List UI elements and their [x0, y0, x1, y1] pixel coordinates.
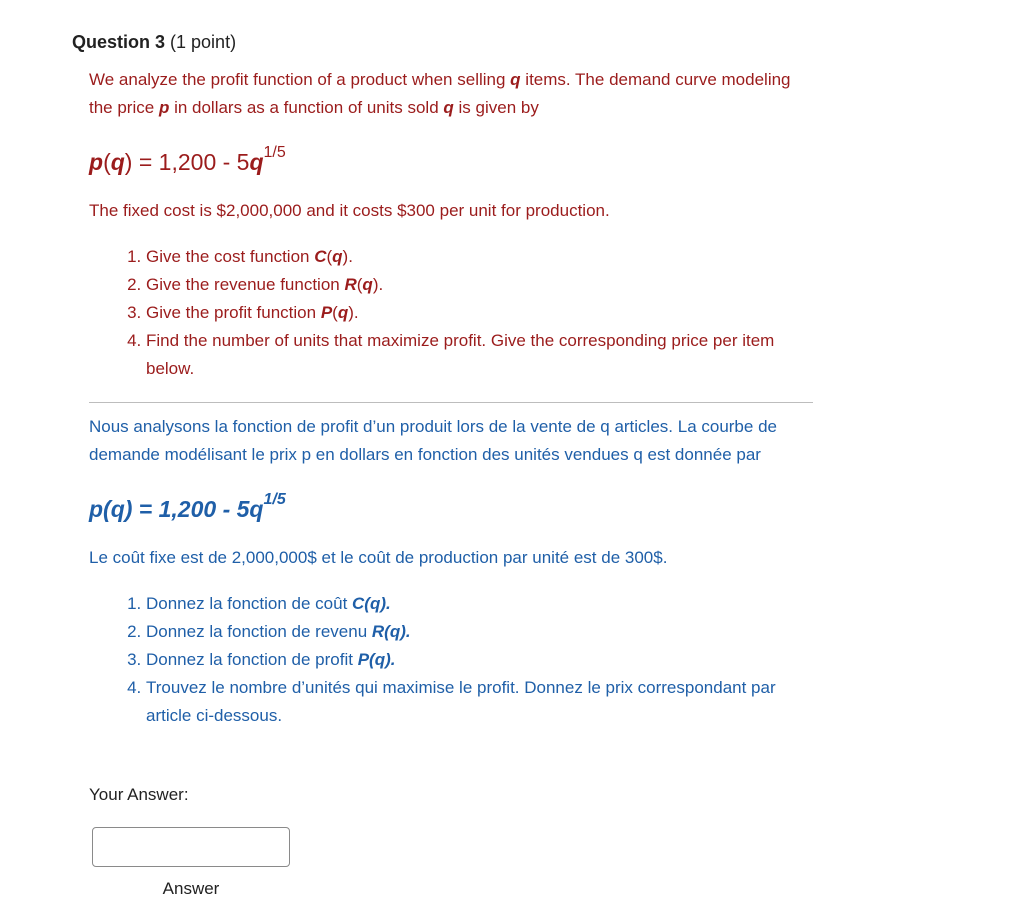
- list-item: 1. Give the cost function C(q).: [146, 243, 813, 271]
- list-item: 1. Donnez la fonction de coût C(q).: [146, 590, 813, 618]
- french-intro: Nous analysons la fonction de profit d’un produit lors de la vente de q articles. La courbe de demande modélisant le prix p en dollars en fonction des unités vendues q est donnée par: [89, 417, 777, 464]
- english-demand-formula: $p(q) = 1,200 - 5q^{1/5}$: [89, 144, 286, 175]
- question-header: [72, 30, 236, 54]
- english-intro: We analyze the profit function of a product when selling q items. The demand curve modeling the price p in dollars as a function of units sold q is given by: [89, 70, 791, 117]
- french-demand-formula: $p(q) = 1,200 - 5q^{1/5}$: [89, 491, 286, 522]
- english-fixed-cost: The fixed cost is $2,000,000 and it costs $300 per unit for production.: [89, 201, 610, 220]
- list-item: 4. Find the number of units that maximize profit. Give the corresponding price per item below.: [146, 327, 813, 383]
- section-divider: [89, 402, 813, 403]
- list-item: 2. Donnez la fonction de revenu R(q).: [146, 618, 813, 646]
- english-steps-list: [89, 243, 813, 383]
- list-item: 4. Trouvez le nombre d’unités qui maximise le profit. Donnez le prix correspondant par article ci-dessous.: [146, 674, 813, 730]
- list-item: 3. Donnez la fonction de profit P(q).: [146, 646, 813, 674]
- answer-field-label: Answer: [162, 879, 220, 898]
- question-body: [89, 66, 813, 730]
- answer-input[interactable]: [92, 827, 290, 867]
- french-fixed-cost: Le coût fixe est de 2,000,000$ et le coût de production par unité est de 300$.: [89, 548, 668, 567]
- question-title: Question 3: [72, 32, 166, 52]
- list-item: 2. Give the revenue function R(q).: [146, 271, 813, 299]
- your-answer-label: Your Answer:: [89, 785, 189, 804]
- question-points: (1 point): [170, 32, 237, 52]
- list-item: 3. Give the profit function P(q).: [146, 299, 813, 327]
- french-steps-list: [89, 590, 813, 730]
